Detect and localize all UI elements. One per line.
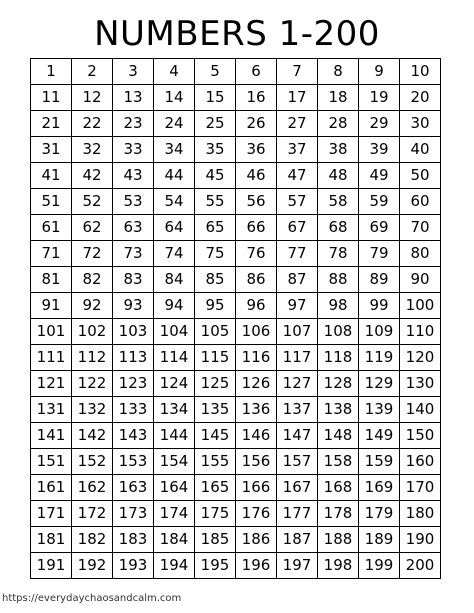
number-cell: 142 [72, 423, 113, 449]
number-cell: 2 [72, 59, 113, 85]
number-cell: 96 [236, 293, 277, 319]
number-cell: 54 [154, 189, 195, 215]
number-cell: 60 [400, 189, 441, 215]
number-cell: 192 [72, 553, 113, 579]
number-cell: 47 [277, 163, 318, 189]
number-cell: 127 [277, 371, 318, 397]
number-cell: 10 [400, 59, 441, 85]
number-cell: 55 [195, 189, 236, 215]
number-cell: 89 [359, 267, 400, 293]
number-cell: 177 [277, 501, 318, 527]
number-cell: 176 [236, 501, 277, 527]
number-cell: 138 [318, 397, 359, 423]
number-cell: 87 [277, 267, 318, 293]
number-cell: 183 [113, 527, 154, 553]
number-cell: 171 [31, 501, 72, 527]
number-cell: 181 [31, 527, 72, 553]
number-cell: 170 [400, 475, 441, 501]
number-cell: 79 [359, 241, 400, 267]
number-cell: 132 [72, 397, 113, 423]
number-cell: 23 [113, 111, 154, 137]
number-cell: 122 [72, 371, 113, 397]
number-cell: 39 [359, 137, 400, 163]
number-cell: 147 [277, 423, 318, 449]
number-cell: 158 [318, 449, 359, 475]
number-cell: 151 [31, 449, 72, 475]
number-cell: 75 [195, 241, 236, 267]
number-cell: 83 [113, 267, 154, 293]
number-cell: 130 [400, 371, 441, 397]
number-cell: 173 [113, 501, 154, 527]
number-cell: 198 [318, 553, 359, 579]
number-cell: 73 [113, 241, 154, 267]
number-cell: 148 [318, 423, 359, 449]
number-cell: 175 [195, 501, 236, 527]
number-cell: 144 [154, 423, 195, 449]
number-cell: 82 [72, 267, 113, 293]
page-title: NUMBERS 1-200 [94, 14, 380, 54]
number-cell: 184 [154, 527, 195, 553]
number-cell: 154 [154, 449, 195, 475]
number-cell: 26 [236, 111, 277, 137]
number-cell: 112 [72, 345, 113, 371]
number-cell: 28 [318, 111, 359, 137]
number-cell: 17 [277, 85, 318, 111]
number-cell: 7 [277, 59, 318, 85]
number-cell: 117 [277, 345, 318, 371]
number-cell: 50 [400, 163, 441, 189]
number-cell: 11 [31, 85, 72, 111]
number-cell: 16 [236, 85, 277, 111]
number-cell: 115 [195, 345, 236, 371]
number-cell: 149 [359, 423, 400, 449]
number-cell: 109 [359, 319, 400, 345]
number-cell: 153 [113, 449, 154, 475]
number-cell: 77 [277, 241, 318, 267]
number-cell: 167 [277, 475, 318, 501]
number-cell: 9 [359, 59, 400, 85]
number-cell: 1 [31, 59, 72, 85]
number-cell: 41 [31, 163, 72, 189]
number-cell: 110 [400, 319, 441, 345]
number-cell: 136 [236, 397, 277, 423]
number-cell: 159 [359, 449, 400, 475]
number-cell: 172 [72, 501, 113, 527]
number-cell: 91 [31, 293, 72, 319]
number-cell: 43 [113, 163, 154, 189]
number-cell: 86 [236, 267, 277, 293]
number-cell: 53 [113, 189, 154, 215]
number-cell: 85 [195, 267, 236, 293]
number-cell: 179 [359, 501, 400, 527]
number-cell: 163 [113, 475, 154, 501]
number-cell: 3 [113, 59, 154, 85]
number-cell: 90 [400, 267, 441, 293]
number-cell: 165 [195, 475, 236, 501]
number-cell: 56 [236, 189, 277, 215]
number-cell: 8 [318, 59, 359, 85]
number-cell: 189 [359, 527, 400, 553]
number-cell: 194 [154, 553, 195, 579]
number-cell: 80 [400, 241, 441, 267]
number-cell: 57 [277, 189, 318, 215]
number-cell: 24 [154, 111, 195, 137]
number-cell: 155 [195, 449, 236, 475]
number-cell: 143 [113, 423, 154, 449]
number-cell: 65 [195, 215, 236, 241]
number-cell: 196 [236, 553, 277, 579]
number-cell: 38 [318, 137, 359, 163]
number-cell: 6 [236, 59, 277, 85]
number-cell: 92 [72, 293, 113, 319]
number-cell: 168 [318, 475, 359, 501]
number-cell: 195 [195, 553, 236, 579]
number-cell: 161 [31, 475, 72, 501]
number-cell: 22 [72, 111, 113, 137]
number-cell: 69 [359, 215, 400, 241]
number-cell: 52 [72, 189, 113, 215]
number-cell: 126 [236, 371, 277, 397]
number-cell: 152 [72, 449, 113, 475]
number-cell: 166 [236, 475, 277, 501]
number-cell: 35 [195, 137, 236, 163]
number-cell: 33 [113, 137, 154, 163]
number-cell: 178 [318, 501, 359, 527]
number-cell: 42 [72, 163, 113, 189]
number-cell: 45 [195, 163, 236, 189]
number-cell: 14 [154, 85, 195, 111]
number-cell: 157 [277, 449, 318, 475]
number-cell: 106 [236, 319, 277, 345]
number-cell: 191 [31, 553, 72, 579]
number-cell: 19 [359, 85, 400, 111]
number-cell: 156 [236, 449, 277, 475]
number-cell: 27 [277, 111, 318, 137]
number-cell: 103 [113, 319, 154, 345]
number-cell: 133 [113, 397, 154, 423]
number-cell: 29 [359, 111, 400, 137]
number-cell: 137 [277, 397, 318, 423]
number-cell: 185 [195, 527, 236, 553]
number-cell: 49 [359, 163, 400, 189]
number-cell: 139 [359, 397, 400, 423]
number-cell: 141 [31, 423, 72, 449]
number-cell: 67 [277, 215, 318, 241]
number-cell: 81 [31, 267, 72, 293]
number-cell: 180 [400, 501, 441, 527]
number-cell: 121 [31, 371, 72, 397]
number-cell: 125 [195, 371, 236, 397]
number-cell: 30 [400, 111, 441, 137]
number-cell: 20 [400, 85, 441, 111]
number-cell: 164 [154, 475, 195, 501]
number-cell: 98 [318, 293, 359, 319]
number-cell: 129 [359, 371, 400, 397]
number-cell: 95 [195, 293, 236, 319]
number-cell: 102 [72, 319, 113, 345]
number-cell: 116 [236, 345, 277, 371]
number-cell: 118 [318, 345, 359, 371]
number-cell: 150 [400, 423, 441, 449]
number-cell: 99 [359, 293, 400, 319]
number-cell: 182 [72, 527, 113, 553]
number-cell: 100 [400, 293, 441, 319]
number-cell: 78 [318, 241, 359, 267]
number-cell: 66 [236, 215, 277, 241]
number-cell: 199 [359, 553, 400, 579]
number-cell: 37 [277, 137, 318, 163]
number-cell: 200 [400, 553, 441, 579]
number-cell: 124 [154, 371, 195, 397]
number-cell: 84 [154, 267, 195, 293]
number-cell: 12 [72, 85, 113, 111]
number-cell: 140 [400, 397, 441, 423]
number-cell: 186 [236, 527, 277, 553]
number-cell: 4 [154, 59, 195, 85]
number-cell: 134 [154, 397, 195, 423]
number-cell: 5 [195, 59, 236, 85]
number-cell: 36 [236, 137, 277, 163]
number-cell: 32 [72, 137, 113, 163]
number-cell: 146 [236, 423, 277, 449]
number-cell: 63 [113, 215, 154, 241]
number-cell: 68 [318, 215, 359, 241]
number-cell: 108 [318, 319, 359, 345]
number-cell: 93 [113, 293, 154, 319]
number-cell: 120 [400, 345, 441, 371]
number-cell: 113 [113, 345, 154, 371]
number-cell: 94 [154, 293, 195, 319]
number-cell: 34 [154, 137, 195, 163]
number-cell: 101 [31, 319, 72, 345]
number-cell: 13 [113, 85, 154, 111]
number-cell: 76 [236, 241, 277, 267]
number-cell: 197 [277, 553, 318, 579]
number-cell: 72 [72, 241, 113, 267]
number-cell: 44 [154, 163, 195, 189]
number-cell: 131 [31, 397, 72, 423]
number-cell: 135 [195, 397, 236, 423]
number-cell: 187 [277, 527, 318, 553]
number-cell: 114 [154, 345, 195, 371]
number-cell: 119 [359, 345, 400, 371]
number-cell: 71 [31, 241, 72, 267]
number-cell: 74 [154, 241, 195, 267]
number-cell: 61 [31, 215, 72, 241]
number-cell: 188 [318, 527, 359, 553]
number-grid [30, 58, 441, 579]
number-cell: 51 [31, 189, 72, 215]
number-cell: 128 [318, 371, 359, 397]
number-cell: 21 [31, 111, 72, 137]
number-cell: 190 [400, 527, 441, 553]
number-cell: 193 [113, 553, 154, 579]
number-cell: 97 [277, 293, 318, 319]
number-cell: 40 [400, 137, 441, 163]
number-cell: 123 [113, 371, 154, 397]
number-cell: 25 [195, 111, 236, 137]
number-cell: 105 [195, 319, 236, 345]
number-cell: 31 [31, 137, 72, 163]
number-cell: 174 [154, 501, 195, 527]
number-cell: 107 [277, 319, 318, 345]
number-cell: 160 [400, 449, 441, 475]
number-cell: 59 [359, 189, 400, 215]
number-cell: 58 [318, 189, 359, 215]
source-url: https://everydaychaosandcalm.com [2, 593, 182, 604]
number-cell: 111 [31, 345, 72, 371]
number-cell: 162 [72, 475, 113, 501]
number-cell: 64 [154, 215, 195, 241]
number-cell: 145 [195, 423, 236, 449]
number-cell: 62 [72, 215, 113, 241]
number-cell: 15 [195, 85, 236, 111]
number-cell: 18 [318, 85, 359, 111]
number-cell: 104 [154, 319, 195, 345]
number-cell: 169 [359, 475, 400, 501]
number-cell: 88 [318, 267, 359, 293]
number-cell: 70 [400, 215, 441, 241]
number-cell: 46 [236, 163, 277, 189]
number-cell: 48 [318, 163, 359, 189]
